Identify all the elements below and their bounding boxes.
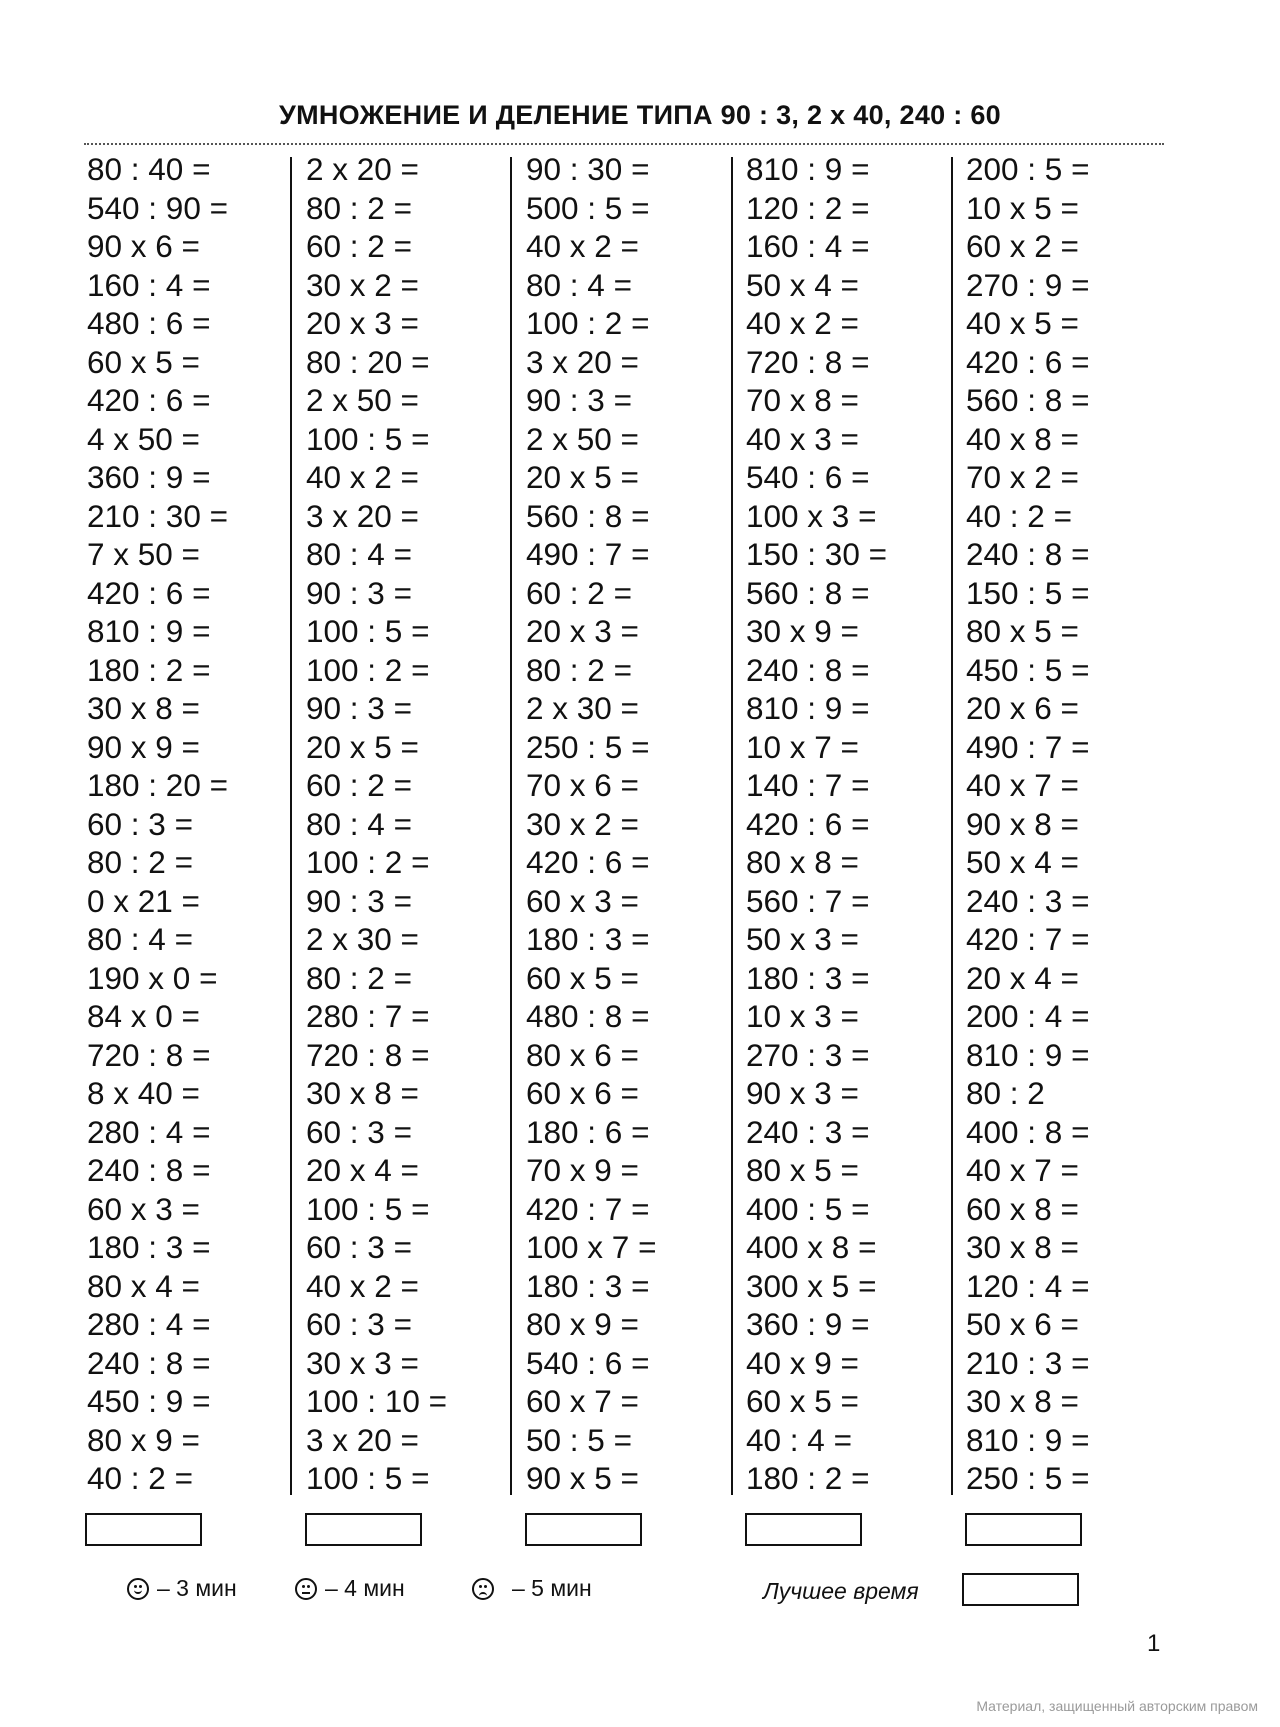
example-item: 40 х 5 = [966, 305, 1079, 341]
example-item: 90 х 5 = [526, 1460, 639, 1496]
example-item: 100 : 5 = [306, 420, 430, 457]
example-item: 4 х 50 = [87, 420, 200, 457]
example-item: 40 х 2 = [526, 228, 639, 264]
example-item: 8 х 40 = [87, 1075, 200, 1111]
example-item: 160 : 4 = [746, 228, 870, 264]
example-item: 270 : 3 = [746, 1036, 870, 1073]
example-item: 490 : 7 = [526, 536, 650, 572]
example-item: 60 х 6 = [526, 1075, 639, 1111]
example-item: 30 х 8 = [306, 1075, 419, 1111]
example-item: 720 : 8 = [87, 1036, 211, 1073]
example-item: 240 : 8 = [746, 651, 870, 688]
example-item: 30 х 9 = [746, 613, 859, 649]
example-item: 180 : 6 = [526, 1113, 650, 1150]
example-item: 90 : 3 = [306, 882, 412, 919]
example-item: 60 х 7 = [526, 1383, 639, 1419]
dotted-divider [84, 143, 1164, 145]
example-item: 40 : 2 = [966, 497, 1072, 534]
example-item: 3 х 20 = [306, 1421, 419, 1458]
example-item: 60 : 3 = [306, 1229, 412, 1265]
example-item: 120 : 2 = [746, 189, 870, 226]
example-item: 60 : 3 = [306, 1306, 412, 1342]
smiling-face-icon [127, 1578, 149, 1600]
example-item: 20 х 4 = [966, 959, 1079, 996]
column-separator [290, 157, 292, 1495]
example-item: 60 х 3 = [526, 882, 639, 919]
page-title: УМНОЖЕНИЕ И ДЕЛЕНИЕ ТИПА 90 : 3, 2 х 40, 240 : 60 [279, 100, 1001, 130]
example-item: 180 : 2 = [746, 1460, 870, 1496]
example-item: 30 х 2 = [526, 805, 639, 842]
example-item: 40 : 2 = [87, 1460, 193, 1496]
page-number: 1 [1147, 1630, 1161, 1657]
example-item: 2 х 30 = [526, 690, 639, 726]
column-2 [306, 150, 447, 1498]
example-item: 50 х 4 = [966, 844, 1079, 880]
example-item: 30 х 2 = [306, 266, 419, 303]
example-item: 70 х 8 = [746, 382, 859, 418]
example-item: 80 х 9 = [526, 1306, 639, 1342]
example-item: 40 х 7 = [966, 1152, 1079, 1188]
example-item: 560 : 7 = [746, 882, 870, 919]
time-box-column-5[interactable] [965, 1513, 1082, 1546]
example-item: 150 : 5 = [966, 574, 1090, 611]
example-item: 240 : 8 = [966, 536, 1090, 572]
example-item: 60 : 2 = [306, 228, 412, 264]
example-item: 80 : 2 = [87, 844, 193, 880]
example-item: 540 : 6 = [746, 459, 870, 495]
example-item: 180 : 3 = [526, 921, 650, 957]
example-item: 90 х 8 = [966, 805, 1079, 842]
example-item: 70 х 2 = [966, 459, 1079, 495]
example-item: 20 х 4 = [306, 1152, 419, 1188]
example-item: 20 х 6 = [966, 690, 1079, 726]
example-item: 90 х 6 = [87, 228, 200, 264]
example-item: 420 : 6 = [87, 382, 211, 418]
example-item: 240 : 8 = [87, 1152, 211, 1188]
example-item: 84 х 0 = [87, 998, 200, 1034]
example-item: 180 : 3 = [526, 1267, 650, 1304]
example-item: 20 х 5 = [526, 459, 639, 495]
example-item: 60 х 3 = [87, 1190, 200, 1227]
column-3 [526, 150, 656, 1498]
example-item: 40 х 8 = [966, 420, 1079, 457]
example-item: 2 х 50 = [306, 382, 419, 418]
example-item: 40 х 2 = [306, 1267, 419, 1304]
example-item: 810 : 9 = [746, 690, 870, 726]
example-item: 30 х 3 = [306, 1344, 419, 1381]
example-item: 90 : 3 = [526, 382, 632, 418]
example-item: 80 х 6 = [526, 1036, 639, 1073]
example-item: 720 : 8 = [306, 1036, 430, 1073]
example-item: 100 х 7 = [526, 1229, 657, 1265]
example-item: 80 : 4 = [306, 536, 412, 572]
example-item: 80 : 2 [966, 1075, 1045, 1111]
example-item: 540 : 90 = [87, 189, 228, 226]
example-item: 120 : 4 = [966, 1267, 1090, 1304]
example-item: 60 х 8 = [966, 1190, 1079, 1227]
column-4 [746, 150, 887, 1498]
example-item: 210 : 3 = [966, 1344, 1090, 1381]
example-item: 60 х 5 = [746, 1383, 859, 1419]
example-item: 60 х 2 = [966, 228, 1079, 264]
example-item: 210 : 30 = [87, 497, 228, 534]
example-item: 40 х 3 = [746, 420, 859, 457]
example-item: 80 х 5 = [966, 613, 1079, 649]
example-item: 480 : 8 = [526, 998, 650, 1034]
sad-face-icon [472, 1578, 494, 1600]
example-item: 450 : 9 = [87, 1383, 211, 1419]
example-item: 480 : 6 = [87, 305, 211, 341]
example-item: 360 : 9 = [87, 459, 211, 495]
example-item: 150 : 30 = [746, 536, 887, 572]
example-item: 50 х 6 = [966, 1306, 1079, 1342]
example-item: 50 х 4 = [746, 266, 859, 303]
example-item: 810 : 9 = [87, 613, 211, 649]
example-item: 20 х 5 = [306, 728, 419, 765]
example-item: 100 : 10 = [306, 1383, 447, 1419]
example-item: 810 : 9 = [746, 151, 870, 187]
example-item: 560 : 8 = [746, 574, 870, 611]
example-item: 40 х 9 = [746, 1344, 859, 1381]
example-item: 60 х 5 = [87, 343, 200, 380]
example-item: 10 х 7 = [746, 728, 859, 765]
example-item: 80 х 9 = [87, 1421, 200, 1458]
example-item: 60 : 2 = [526, 574, 632, 611]
example-item: 70 х 6 = [526, 767, 639, 803]
example-item: 490 : 7 = [966, 728, 1090, 765]
example-item: 360 : 9 = [746, 1306, 870, 1342]
example-item: 30 х 8 = [966, 1383, 1079, 1419]
example-item: 2 х 20 = [306, 151, 419, 187]
example-item: 80 : 4 = [526, 266, 632, 303]
example-item: 240 : 3 = [746, 1113, 870, 1150]
example-item: 420 : 6 = [746, 805, 870, 842]
example-item: 100 х 3 = [746, 497, 877, 534]
example-item: 3 х 20 = [526, 343, 639, 380]
example-item: 160 : 4 = [87, 266, 211, 303]
time-box-column-4[interactable] [745, 1513, 862, 1546]
example-item: 30 х 8 = [87, 690, 200, 726]
example-item: 80 : 2 = [306, 959, 412, 996]
example-item: 80 : 20 = [306, 343, 430, 380]
example-item: 90 : 3 = [306, 690, 412, 726]
legend-item [295, 1575, 405, 1602]
column-separator [731, 157, 733, 1495]
example-item: 100 : 2 = [526, 305, 650, 341]
example-item: 200 : 5 = [966, 151, 1090, 187]
example-item: 10 х 5 = [966, 189, 1079, 226]
best-time-label: Лучшее время [763, 1578, 919, 1604]
example-item: 7 х 50 = [87, 536, 200, 572]
example-item: 180 : 3 = [87, 1229, 211, 1265]
example-item: 40 х 2 = [306, 459, 419, 495]
example-item: 180 : 20 = [87, 767, 228, 803]
example-item: 30 х 8 = [966, 1229, 1079, 1265]
example-item: 90 х 3 = [746, 1075, 859, 1111]
example-item: 80 : 4 = [87, 921, 193, 957]
example-item: 90 : 3 = [306, 574, 412, 611]
example-item: 400 х 8 = [746, 1229, 877, 1265]
time-box-column-2[interactable] [305, 1513, 422, 1546]
example-item: 420 : 7 = [526, 1190, 650, 1227]
example-item: 20 х 3 = [526, 613, 639, 649]
example-item: 60 : 3 = [306, 1113, 412, 1150]
example-item: 420 : 6 = [966, 343, 1090, 380]
example-item: 40 : 4 = [746, 1421, 852, 1458]
example-item: 180 : 3 = [746, 959, 870, 996]
legend-text: – 3 мин [157, 1575, 237, 1601]
example-item: 90 х 9 = [87, 728, 200, 765]
example-item: 50 : 5 = [526, 1421, 632, 1458]
example-item: 100 : 2 = [306, 844, 430, 880]
example-item: 3 х 20 = [306, 497, 419, 534]
example-item: 400 : 8 = [966, 1113, 1090, 1150]
example-item: 500 : 5 = [526, 189, 650, 226]
example-item: 420 : 6 = [87, 574, 211, 611]
example-item: 20 х 3 = [306, 305, 419, 341]
example-item: 2 х 30 = [306, 921, 419, 957]
example-item: 560 : 8 = [526, 497, 650, 534]
neutral-face-icon [295, 1578, 317, 1600]
example-item: 240 : 8 = [87, 1344, 211, 1381]
example-item: 90 : 30 = [526, 151, 650, 187]
copyright-notice: Материал, защищенный авторским правом [976, 1698, 1258, 1714]
example-item: 250 : 5 = [526, 728, 650, 765]
legend-text: – 4 мин [325, 1575, 405, 1601]
example-item: 60 х 5 = [526, 959, 639, 996]
example-item: 180 : 2 = [87, 651, 211, 688]
example-item: 140 : 7 = [746, 767, 870, 803]
example-item: 80 : 2 = [306, 189, 412, 226]
legend-item [472, 1575, 592, 1602]
example-item: 400 : 5 = [746, 1190, 870, 1227]
example-item: 240 : 3 = [966, 882, 1090, 919]
example-item: 10 х 3 = [746, 998, 859, 1034]
example-item: 80 : 4 = [306, 805, 412, 842]
legend-item [127, 1575, 237, 1602]
example-item: 60 : 2 = [306, 767, 412, 803]
example-item: 80 х 8 = [746, 844, 859, 880]
time-box-column-1[interactable] [85, 1513, 202, 1546]
example-item: 50 х 3 = [746, 921, 859, 957]
example-item: 40 х 7 = [966, 767, 1079, 803]
example-item: 420 : 6 = [526, 844, 650, 880]
example-item: 0 х 21 = [87, 882, 200, 919]
example-item: 200 : 4 = [966, 998, 1090, 1034]
example-item: 560 : 8 = [966, 382, 1090, 418]
example-item: 280 : 4 = [87, 1306, 211, 1342]
example-item: 80 : 40 = [87, 151, 211, 187]
example-item: 190 х 0 = [87, 959, 218, 996]
example-item: 80 х 5 = [746, 1152, 859, 1188]
example-item: 270 : 9 = [966, 266, 1090, 303]
example-item: 250 : 5 = [966, 1460, 1090, 1496]
example-item: 280 : 7 = [306, 998, 430, 1034]
time-box-column-3[interactable] [525, 1513, 642, 1546]
example-item: 40 х 2 = [746, 305, 859, 341]
column-separator [510, 157, 512, 1495]
example-item: 720 : 8 = [746, 343, 870, 380]
example-item: 280 : 4 = [87, 1113, 211, 1150]
column-5 [966, 150, 1089, 1498]
column-1 [87, 150, 228, 1498]
example-item: 540 : 6 = [526, 1344, 650, 1381]
example-item: 100 : 5 = [306, 1190, 430, 1227]
column-separator [951, 157, 953, 1495]
example-item: 100 : 5 = [306, 613, 430, 649]
best-time-box[interactable] [962, 1573, 1079, 1606]
example-item: 80 х 4 = [87, 1267, 200, 1304]
example-item: 420 : 7 = [966, 921, 1090, 957]
example-item: 810 : 9 = [966, 1421, 1090, 1458]
example-item: 100 : 5 = [306, 1460, 430, 1496]
example-item: 810 : 9 = [966, 1036, 1090, 1073]
example-item: 70 х 9 = [526, 1152, 639, 1188]
example-item: 2 х 50 = [526, 420, 639, 457]
legend-text: – 5 мин [512, 1575, 592, 1601]
example-item: 80 : 2 = [526, 651, 632, 688]
example-item: 300 х 5 = [746, 1267, 877, 1304]
example-item: 450 : 5 = [966, 651, 1090, 688]
example-item: 100 : 2 = [306, 651, 430, 688]
example-item: 60 : 3 = [87, 805, 193, 842]
